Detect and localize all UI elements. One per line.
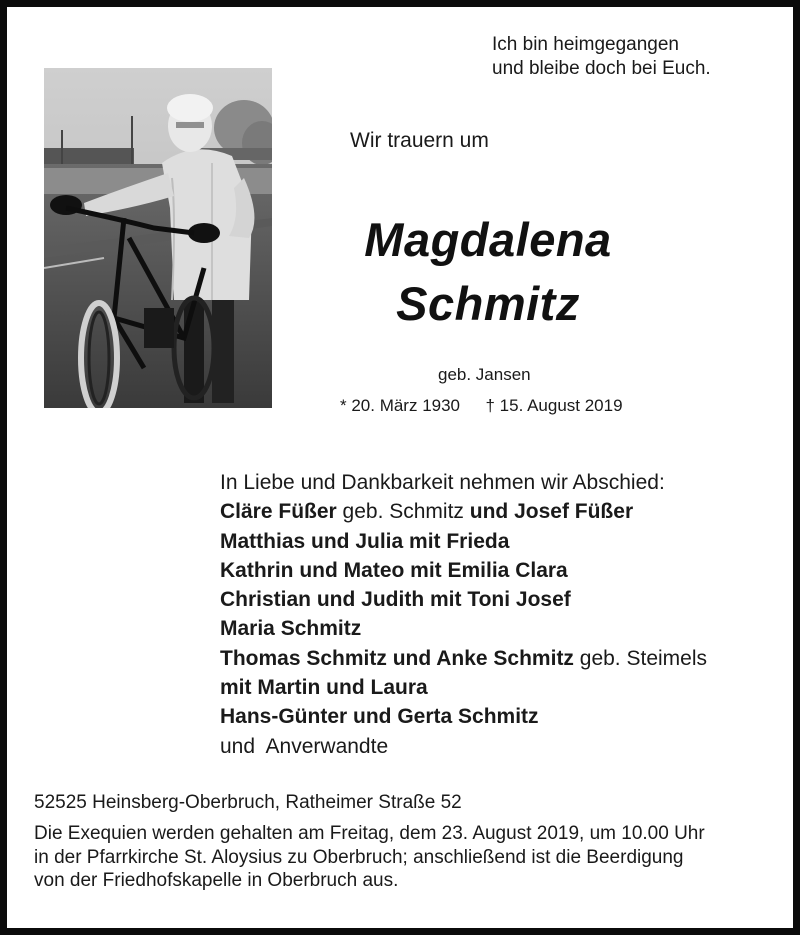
mourner-line: Cläre Füßer geb. Schmitz und Josef Füßer: [220, 500, 634, 524]
birth-name: geb. Jansen: [438, 365, 531, 384]
mourner-line: Hans-Günter und Gerta Schmitz: [220, 705, 539, 729]
mourner-line: Matthias und Julia mit Frieda: [220, 529, 510, 553]
motto-line: Ich bin heimgegangen: [492, 34, 679, 55]
mourner-line: Maria Schmitz: [220, 617, 362, 641]
death-date: † 15. August 2019: [485, 396, 623, 415]
mourners-list: [220, 468, 707, 761]
intro-text: Wir trauern um: [350, 129, 489, 152]
service-line: von der Friedhofskapelle in Oberbruch aus.: [34, 870, 399, 891]
service-info: [34, 822, 774, 893]
mourners-heading: In Liebe und Dankbarkeit nehmen wir Abschied:: [220, 471, 665, 494]
motto-line: und bleibe doch bei Euch.: [492, 58, 711, 79]
service-line: in der Pfarrkirche St. Aloysius zu Oberbruch; anschließend ist die Beerdigung: [34, 846, 684, 868]
mourner-line: mit Martin und Laura: [220, 676, 428, 700]
mourner-line: Thomas Schmitz und Anke Schmitz geb. Steimels: [220, 646, 708, 670]
mourner-line: und Anverwandte: [220, 734, 389, 758]
address: 52525 Heinsberg-Oberbruch, Ratheimer Straße 52: [34, 792, 462, 813]
birth-date: * 20. März 1930: [340, 396, 461, 415]
mourner-line: Christian und Judith mit Toni Josef: [220, 588, 571, 612]
deceased-last-name: Schmitz: [396, 277, 580, 330]
service-line: Die Exequien werden gehalten am Freitag, dem 23. August 2019, um 10.00 Uhr: [34, 823, 705, 844]
deceased-first-name: Magdalena: [364, 213, 612, 266]
mourner-line: Kathrin und Mateo mit Emilia Clara: [220, 558, 568, 582]
motto: [492, 33, 711, 81]
life-dates: [340, 396, 623, 416]
